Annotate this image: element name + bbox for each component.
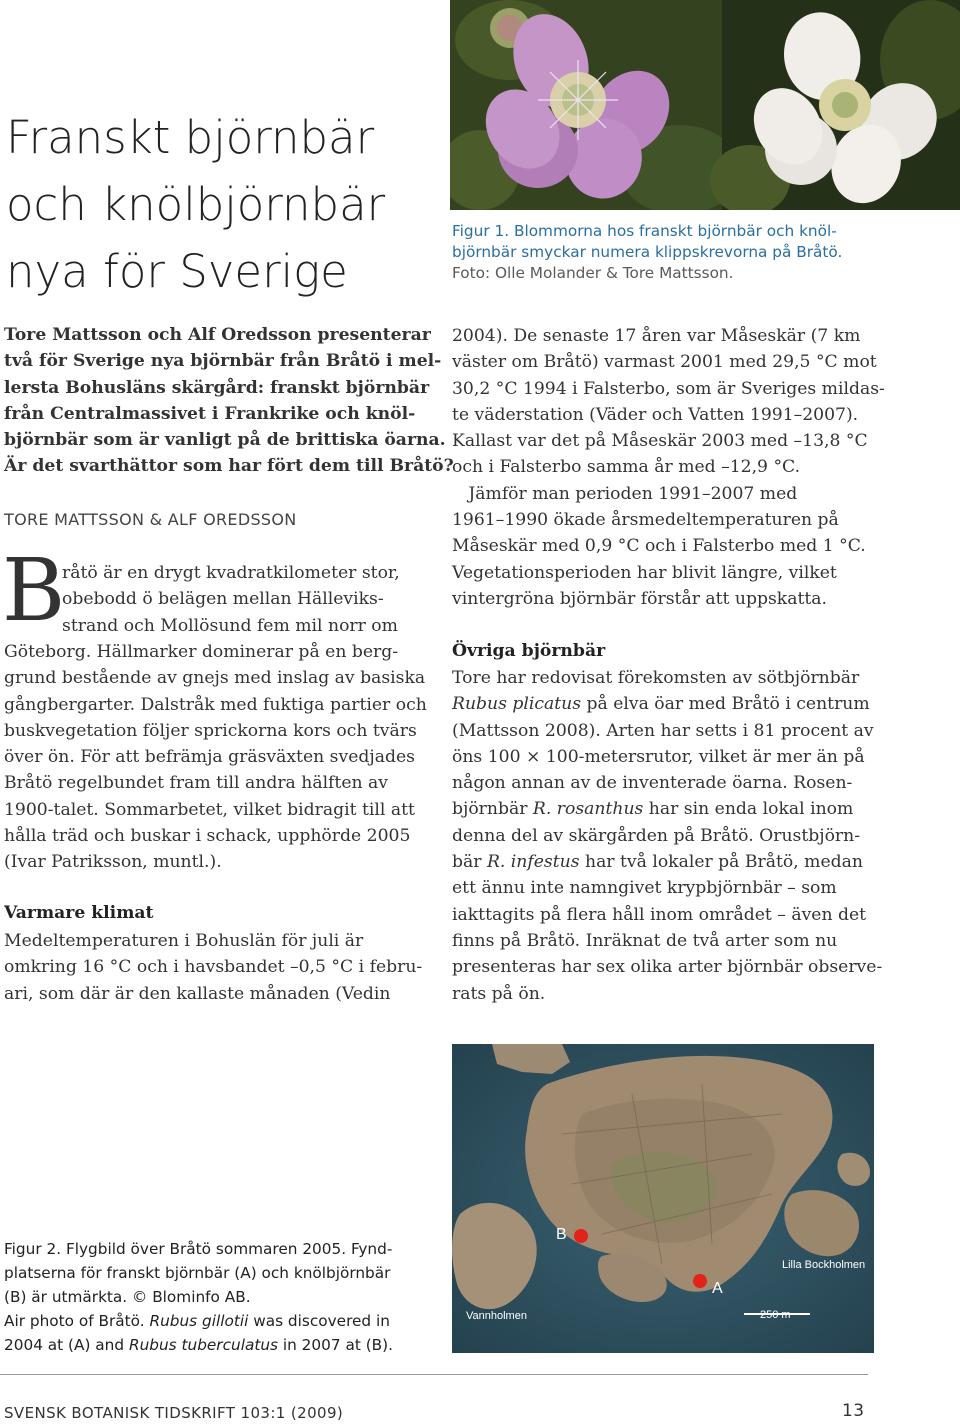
body-line: iakttagits på flera håll inom området – även det bbox=[452, 904, 867, 925]
body-line: Bråtö regelbundet fram till andra hälften av bbox=[4, 773, 388, 794]
body-line: över ön. För att befrämja gräsväxten svedjades bbox=[4, 747, 415, 768]
body-line: Medeltemperaturen i Bohuslän för juli är bbox=[4, 931, 364, 951]
body-line: Måseskär med 0,9 °C och i Falsterbo med 1 °C. bbox=[452, 536, 866, 557]
vannholmen-label: Vannholmen bbox=[466, 1310, 527, 1322]
body-line: gångbergarter. Dalstråk med fuktiga partier och bbox=[4, 694, 427, 715]
body-line: hålla träd och buskar i schack, upphörde 2005 bbox=[4, 826, 411, 847]
body-line: (Mattsson 2008). Arten har setts i 81 procent av bbox=[452, 720, 874, 741]
journal-footer: SVENSK BOTANISK TIDSKRIFT 103:1 (2009) bbox=[4, 1404, 344, 1422]
flower-photo bbox=[450, 0, 960, 210]
article-title bbox=[6, 104, 436, 305]
left-column-body bbox=[4, 639, 427, 876]
caption-line-english: Air photo of Bråtö. Rubus gillotii was discovered in bbox=[4, 1312, 390, 1330]
site-b-marker bbox=[574, 1229, 588, 1243]
body-line: buskvegetation följer sprickorna kors och tvärs bbox=[4, 720, 417, 741]
section-heading-ovriga-bjornbar: Övriga björnbär bbox=[452, 641, 606, 661]
drop-cap: B bbox=[2, 541, 66, 641]
body-line: björnbär R. rosanthus har sin enda lokal inom bbox=[452, 799, 854, 820]
lead-line: Tore Mattsson och Alf Oredsson presenterar bbox=[4, 325, 431, 345]
lilla-bockholmen-label: Lilla Bockholmen bbox=[782, 1259, 866, 1271]
body-line: rats på ön. bbox=[452, 983, 546, 1004]
flower-photo-graphic bbox=[450, 0, 960, 210]
body-line: och i Falsterbo samma år med –12,9 °C. bbox=[452, 457, 801, 478]
body-line: presenteras har sex olika arter björnbär observe- bbox=[452, 957, 883, 978]
body-line: öns 100 × 100-metersrutor, vilket är mer än på bbox=[452, 746, 865, 767]
body-line: råtö är en drygt kvadratkilometer stor, bbox=[62, 563, 400, 583]
body-line: Tore har redovisat förekomsten av sötbjörnbär bbox=[452, 668, 860, 688]
page-number: 13 bbox=[842, 1401, 865, 1421]
body-line: grund bestående av gnejs med inslag av basiska bbox=[4, 668, 426, 689]
body-line: 2004). De senaste 17 åren var Måseskär (7 km bbox=[452, 326, 861, 346]
body-line: vintergröna björnbär förstår att uppskatta. bbox=[452, 588, 827, 609]
body-line: (Ivar Patriksson, muntl.). bbox=[4, 852, 222, 873]
body-line: väster om Bråtö) varmast 2001 med 29,5 °C mot bbox=[452, 352, 877, 373]
lead-line: björnbär som är vanligt på de brittiska öarna. bbox=[4, 430, 446, 451]
aerial-photo-graphic bbox=[452, 1044, 874, 1353]
lead-line: Är det svarthättor som har fört dem till Bråtö? bbox=[4, 456, 454, 477]
footer-rule bbox=[0, 1374, 868, 1375]
right-column-body bbox=[452, 323, 885, 612]
body-line: 1900-talet. Sommarbetet, vilket bidragit till att bbox=[4, 799, 415, 820]
dropcap-paragraph-lines bbox=[62, 560, 400, 639]
photo-credit: Foto: Olle Molander & Tore Mattsson. bbox=[452, 264, 734, 282]
caption-line: Figur 1. Blommorna hos franskt björnbär och knöl- bbox=[452, 222, 837, 240]
caption-line: platserna för franskt björnbär (A) och knölbjörnbär bbox=[4, 1264, 391, 1282]
body-line: Jämför man perioden 1991–2007 med bbox=[452, 483, 798, 504]
figure2-caption bbox=[4, 1237, 444, 1357]
body-line: obebodd ö belägen mellan Hälleviks- bbox=[62, 589, 384, 610]
body-line: ari, som där är den kallaste månaden (Vedin bbox=[4, 983, 391, 1004]
author-byline: TORE MATTSSON & ALF OREDSSON bbox=[4, 510, 297, 529]
body-line: bär R. infestus har två lokaler på Bråtö, medan bbox=[452, 852, 863, 873]
body-line: te väderstation (Väder och Vatten 1991–2007). bbox=[452, 404, 859, 425]
body-line: omkring 16 °C och i havsbandet –0,5 °C i febru- bbox=[4, 957, 423, 978]
lead-paragraph bbox=[4, 322, 454, 480]
body-line: 1961–1990 ökade årsmedeltemperaturen på bbox=[452, 510, 839, 531]
title-line: nya för Sverige bbox=[6, 245, 348, 298]
body-line: Rubus plicatus på elva öar med Bråtö i centrum bbox=[452, 694, 870, 715]
site-a-marker bbox=[693, 1274, 707, 1288]
body-line: strand och Mollösund fem mil norr om bbox=[62, 615, 398, 636]
site-a-label: A bbox=[712, 1280, 723, 1297]
body-line: Vegetationsperioden har blivit längre, vilket bbox=[452, 562, 837, 583]
body-line: Kallast var det på Måseskär 2003 med –13,8 °C bbox=[452, 431, 868, 452]
caption-line: Figur 2. Flygbild över Bråtö sommaren 2005. Fynd- bbox=[4, 1240, 393, 1258]
caption-line: björnbär smyckar numera klippskrevorna på Bråtö. bbox=[452, 243, 843, 261]
body-line: Göteborg. Hällmarker dominerar på en berg- bbox=[4, 642, 399, 662]
body-line: denna del av skärgården på Bråtö. Orustbjörn- bbox=[452, 825, 861, 846]
title-line: Franskt björnbär bbox=[6, 111, 375, 164]
lead-line: från Centralmassivet i Frankrike och knöl- bbox=[4, 403, 416, 424]
body-line: någon annan av de inventerade öarna. Rosen- bbox=[452, 773, 853, 794]
site-b-label: B bbox=[556, 1226, 567, 1243]
lead-line: lersta Bohusläns skärgård: franskt björnbär bbox=[4, 377, 430, 398]
left-column-section bbox=[4, 928, 422, 1007]
lead-line: två för Sverige nya björnbär från Bråtö i mel- bbox=[4, 351, 442, 372]
title-line: och knölbjörnbär bbox=[6, 178, 386, 231]
body-line: ett ännu inte namngivet krypbjörnbär – som bbox=[452, 878, 837, 899]
body-line: 30,2 °C 1994 i Falsterbo, som är Sveriges mildas- bbox=[452, 378, 885, 399]
aerial-photo-map bbox=[452, 1044, 874, 1353]
scale-label: 250 m bbox=[760, 1309, 791, 1321]
caption-line: (B) är utmärkta. © Blominfo AB. bbox=[4, 1288, 251, 1306]
caption-line-english: 2004 at (A) and Rubus tuberculatus in 2007 at (B). bbox=[4, 1336, 393, 1354]
figure1-caption bbox=[452, 221, 960, 284]
body-line: finns på Bråtö. Inräknat de två arter som nu bbox=[452, 930, 838, 951]
right-column-section bbox=[452, 665, 882, 1007]
section-heading-varmare-klimat: Varmare klimat bbox=[4, 903, 154, 923]
